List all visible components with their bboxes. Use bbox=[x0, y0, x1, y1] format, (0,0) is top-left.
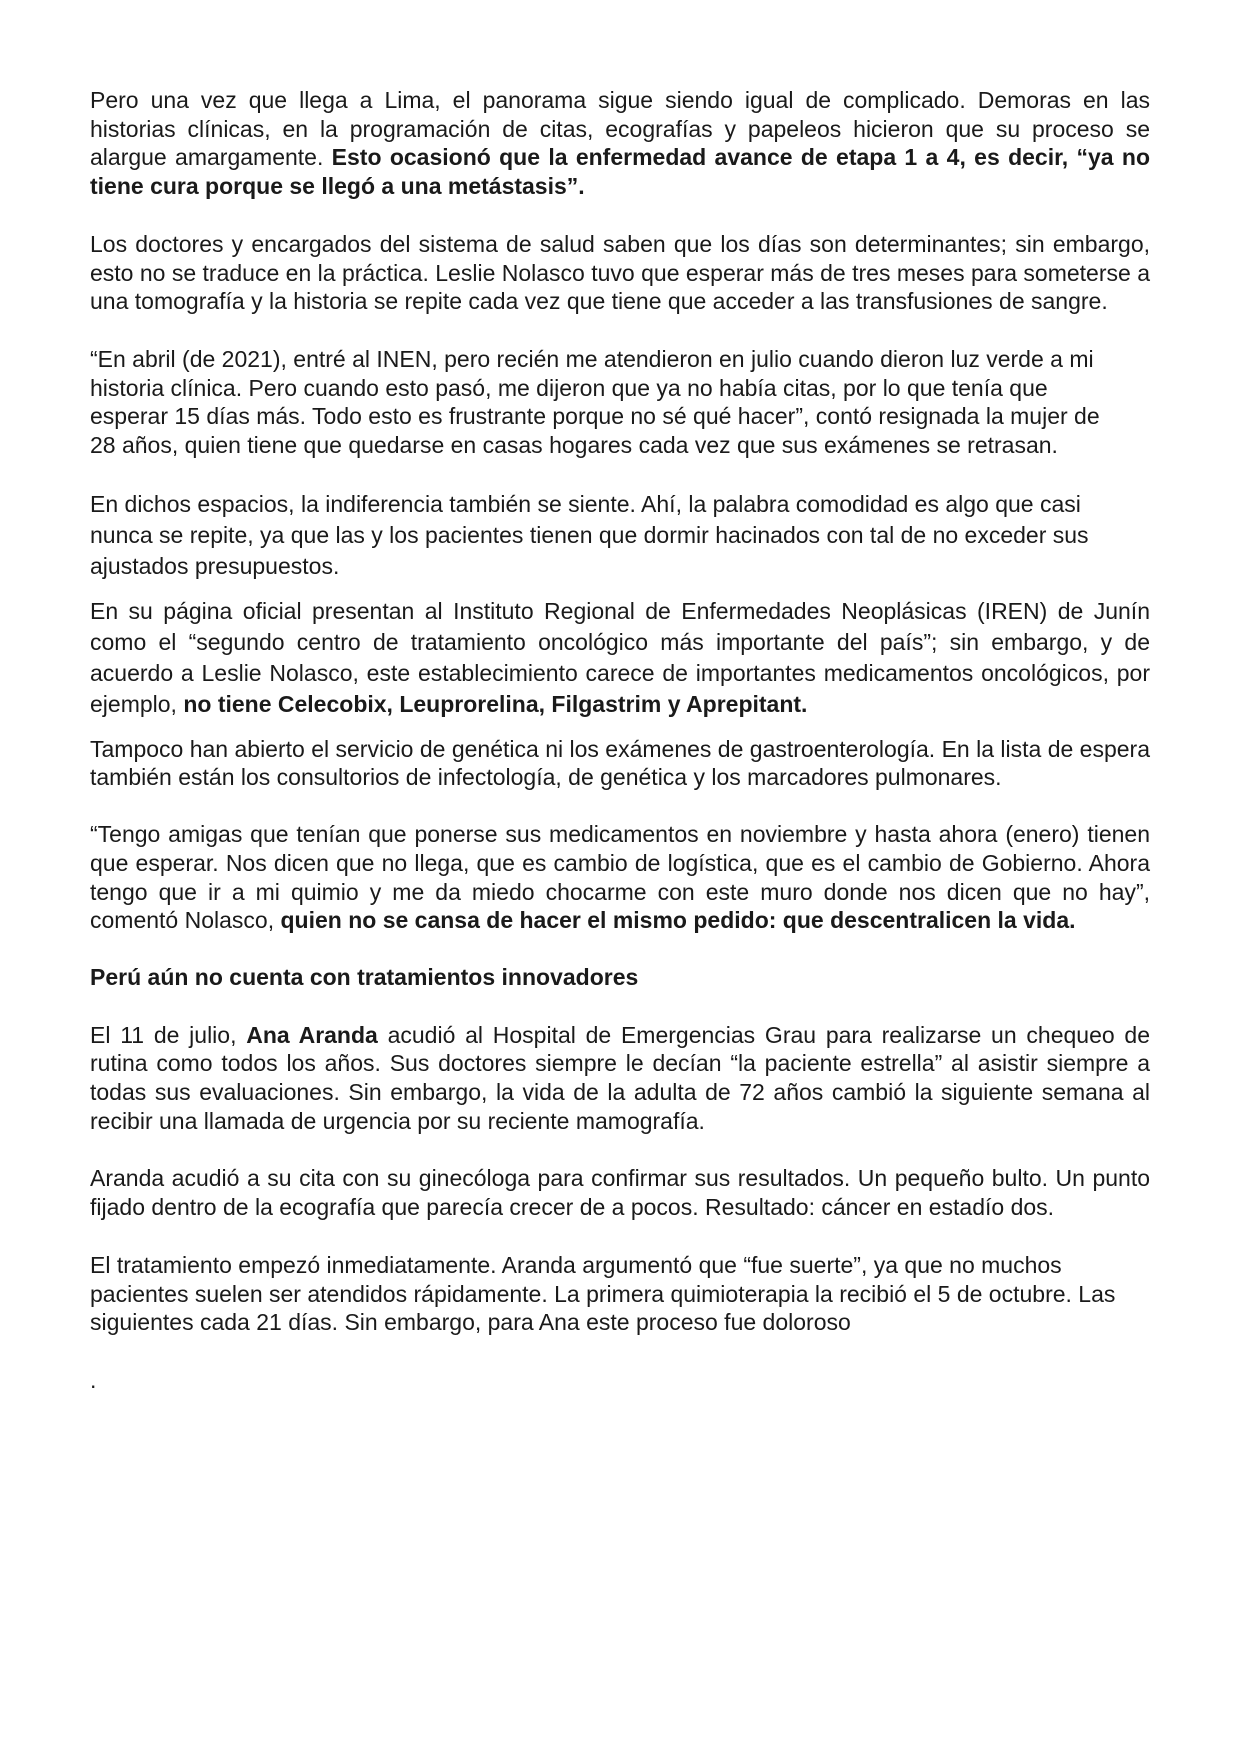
trailing-dot: . bbox=[90, 1366, 97, 1393]
paragraph-friends-quote bbox=[90, 820, 1150, 935]
paragraph-lima-delays bbox=[90, 86, 1150, 201]
paragraph-shelters: En dichos espacios, la indiferencia también se siente. Ahí, la palabra comodidad es algo que casi nunca se repite, ya que las y los pacientes tienen que dormir hacinados con tal de no exceder sus ajustados presupuestos. bbox=[90, 490, 1089, 579]
bold-missing-medicines: no tiene Celecobix, Leuprorelina, Filgastrim y Aprepitant. bbox=[183, 690, 808, 717]
section-heading: Perú aún no cuenta con tratamientos innovadores bbox=[90, 963, 639, 990]
article-body bbox=[90, 86, 1150, 1395]
bold-metastasis-quote: Esto ocasionó que la enfermedad avance de etapa 1 a 4, es decir, “ya no tiene cura porque se llegó a una metástasis”. bbox=[90, 144, 1150, 200]
paragraph-text: “Tengo amigas que tenían que ponerse sus medicamentos en noviembre y hasta ahora (enero) tienen que esperar. Nos dicen que no llega, que es cambio de logística, que es el cambio de Gobierno. Ahora tengo que ir a mi quimio y me da miedo chocarme con este muro donde nos dicen que no hay”, comentó Nolasco, bbox=[90, 821, 1150, 934]
paragraph-text: acudió al Hospital de Emergencias Grau para realizarse un chequeo de rutina como todos los años. Sus doctores siempre le decían “la paciente estrella” al asistir siempre a todas sus evaluaciones. Sin embargo, la vida de la adulta de 72 años cambió la siguiente semana al recibir una llamada de urgencia por su reciente mamografía. bbox=[90, 1021, 1150, 1134]
paragraph-text: En su página oficial presentan al Instituto Regional de Enfermedades Neoplásicas (IREN) de Junín como el “segundo centro de tratamiento oncológico más importante del país”; sin embargo, y de acuerdo a Leslie Nolasco, este establecimiento carece de importantes medicamentos oncológicos, por ejemplo, bbox=[90, 597, 1150, 717]
paragraph-health-system: Los doctores y encargados del sistema de salud saben que los días son determinantes; sin embargo, esto no se traduce en la práctica. Leslie Nolasco tuvo que esperar más de tres meses para someterse a una tomografía y la historia se repite cada vez que tiene que acceder a las transfusiones de sangre. bbox=[90, 230, 1150, 315]
paragraph-ana-aranda bbox=[90, 1021, 1150, 1136]
paragraph-services: Tampoco han abierto el servicio de genética ni los exámenes de gastroenterología. En la lista de espera también están los consultorios de infectología, de genética y los marcadores pulmonares. bbox=[90, 735, 1150, 791]
paragraph-text: El 11 de julio, bbox=[90, 1021, 247, 1048]
paragraph-text: Pero una vez que llega a Lima, el panorama sigue siendo igual de complicado. Demoras en las historias clínicas, en la programación de citas, ecografías y papeleos hicieron que su proceso se alargue amargamente. bbox=[90, 87, 1150, 171]
bold-name: Ana Aranda bbox=[246, 1021, 378, 1048]
paragraph-inen-quote: “En abril (de 2021), entré al INEN, pero recién me atendieron en julio cuando dieron luz verde a mi historia clínica. Pero cuando esto pasó, me dijeron que ya no había citas, por lo que tenía que esperar 15 días más. Todo esto es frustrante porque no sé qué hacer”, contó resignada la mujer de 28 años, quien tiene que quedarse en casas hogares cada vez que sus exámenes se retrasan. bbox=[90, 345, 1100, 459]
bold-decentralize: quien no se cansa de hacer el mismo pedido: que descentralicen la vida. bbox=[280, 907, 1076, 934]
paragraph-treatment: El tratamiento empezó inmediatamente. Aranda argumentó que “fue suerte”, ya que no muchos pacientes suelen ser atendidos rápidamente. La primera quimioterapia la recibió el 5 de octubre. Las siguientes cada 21 días. Sin embargo, para Ana este proceso fue doloroso bbox=[90, 1251, 1116, 1336]
paragraph-diagnosis: Aranda acudió a su cita con su ginecóloga para confirmar sus resultados. Un pequeño bulto. Un punto fijado dentro de la ecografía que parecía crecer de a pocos. Resultado: cáncer en estadío dos. bbox=[90, 1165, 1150, 1221]
paragraph-iren bbox=[90, 596, 1150, 720]
